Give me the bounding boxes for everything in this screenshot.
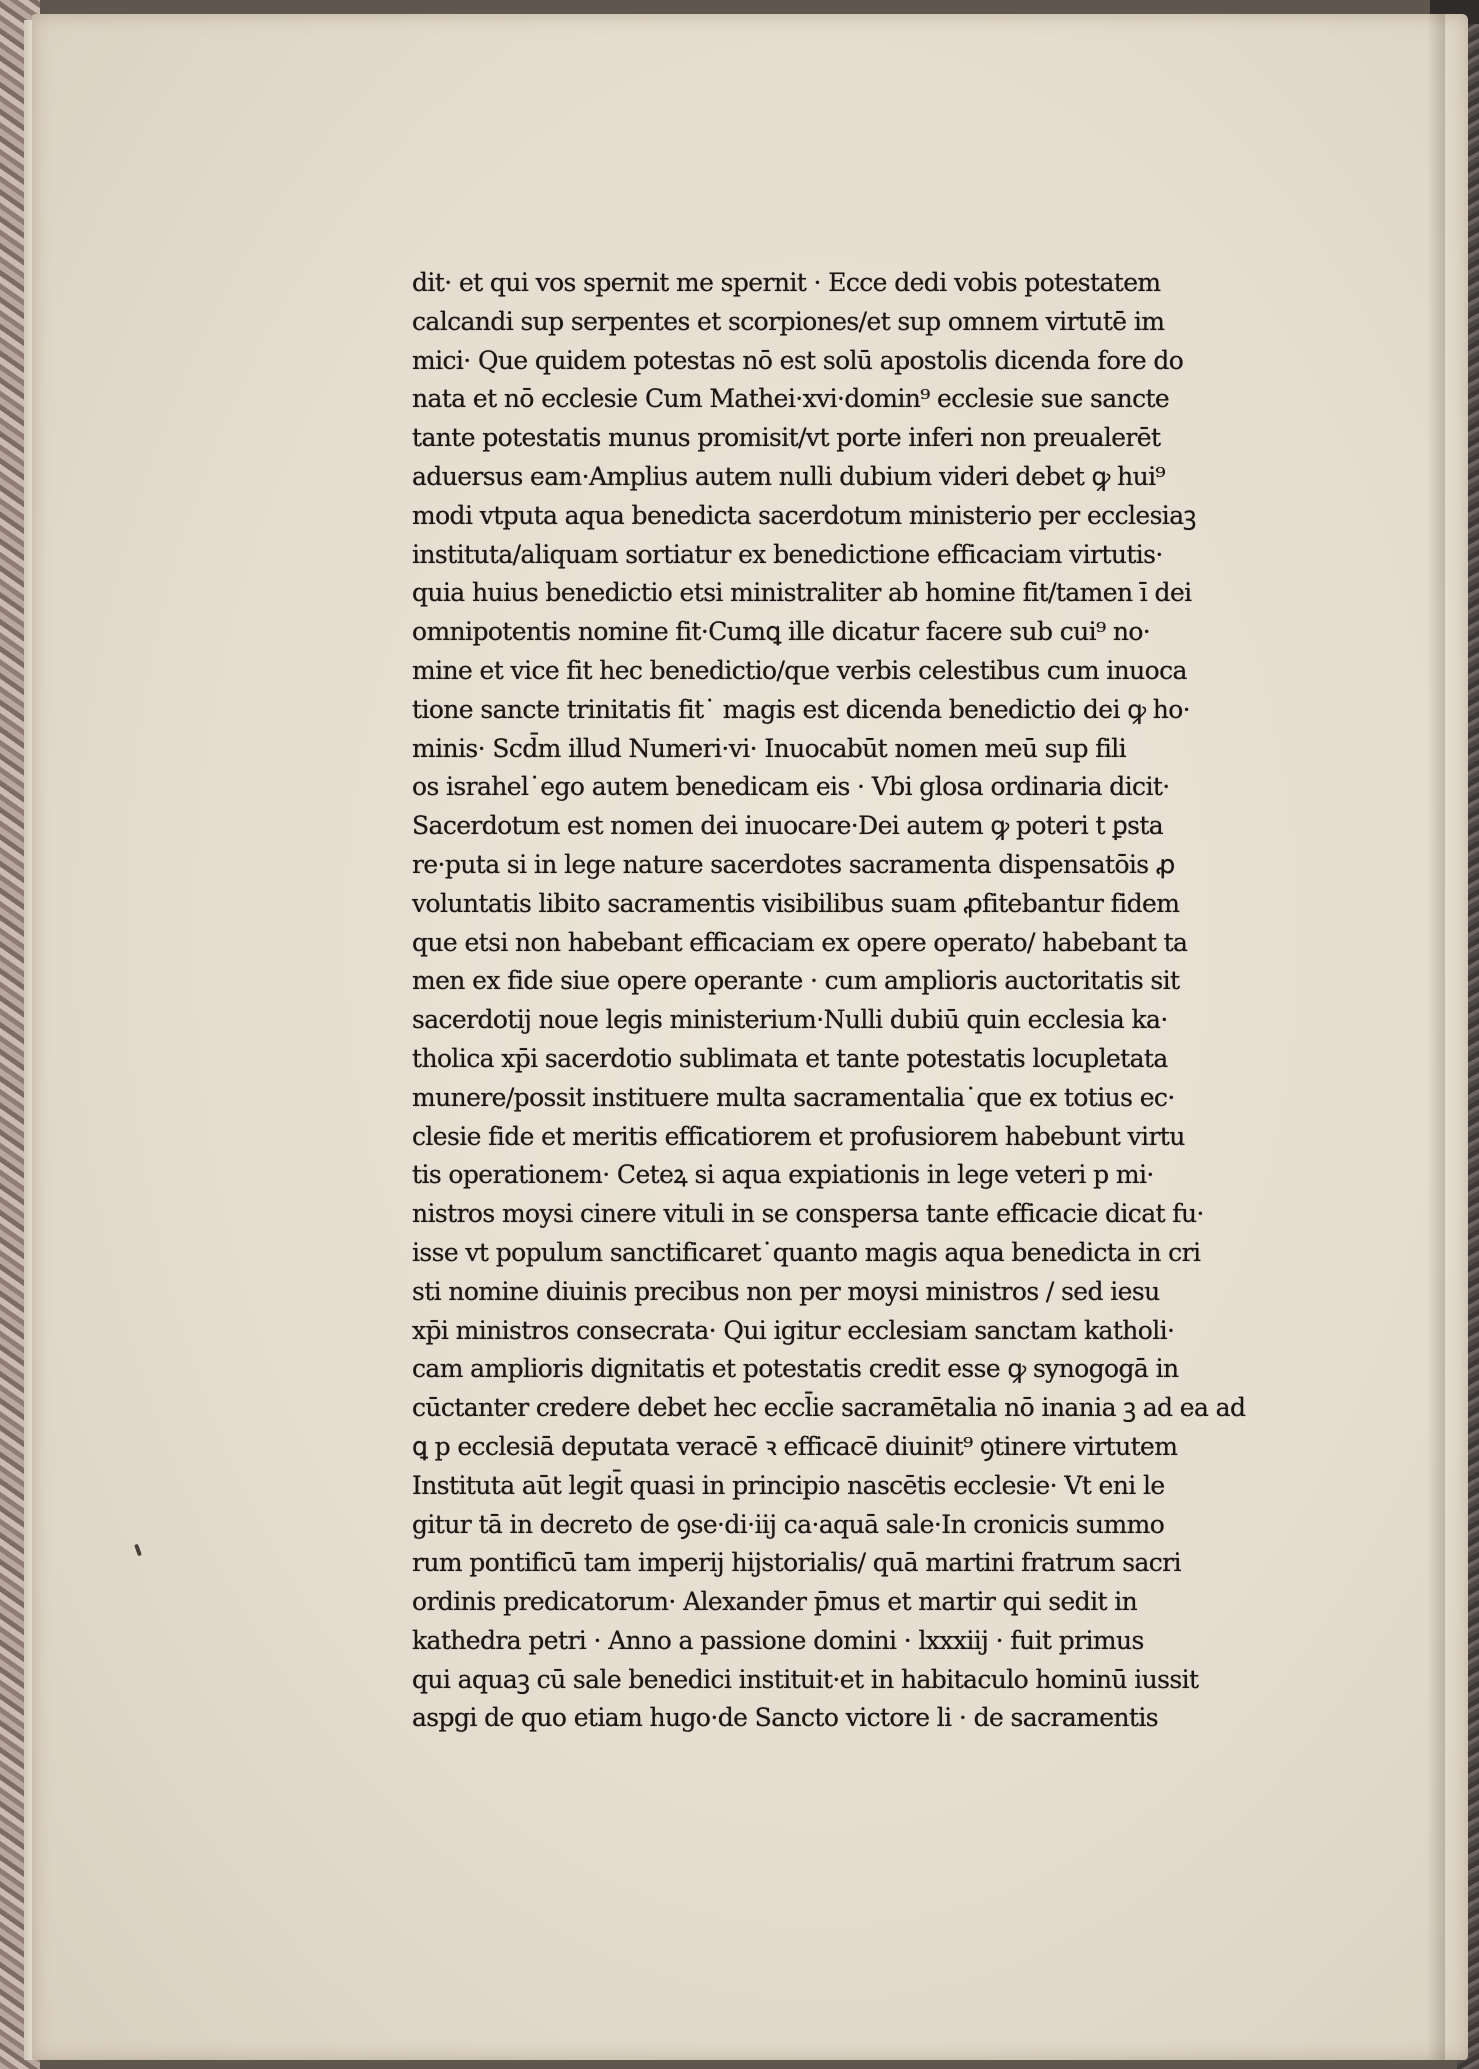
text-line: calcandi sup serpentes et scorpiones/et sup omnem virtutē im bbox=[412, 306, 1165, 336]
text-line: mine et vice fit hec benedictio/que verbis celestibus cum inuoca bbox=[412, 655, 1187, 685]
text-line: tis operationem· Ceteꝝ si aqua expiationis in lege veteri p mi· bbox=[412, 1160, 1154, 1190]
text-line: tione sancte trinitatis fit˙ magis est dicenda benedictio dei ꝙ ho· bbox=[412, 694, 1191, 724]
text-line: dit· et qui vos spernit me spernit · Ecce dedi vobis potestatem bbox=[412, 268, 1161, 297]
text-line: os israhel˙ego autem benedicam eis · Vbi glosa ordinaria dicit· bbox=[412, 772, 1170, 802]
text-line: mici· Que quidem potestas nō est solū apostolis dicenda fore do bbox=[412, 345, 1184, 375]
text-line: ordinis predicatorum· Alexander p̄mus et martir qui sedit in bbox=[412, 1587, 1138, 1617]
text-line: men ex fide siue opere operante · cum amplioris auctoritatis sit bbox=[412, 966, 1180, 996]
text-line: voluntatis libito sacramentis visibilibus suam ꝓfitebantur fidem bbox=[412, 888, 1180, 918]
text-line: munere/possit instituere multa sacramentalia˙que ex totius ec· bbox=[412, 1082, 1175, 1112]
gutter-shadow bbox=[1427, 14, 1445, 2060]
text-line: omnipotentis nomine fit·Cumꝗ ille dicatur facere sub cui⁹ no· bbox=[412, 617, 1151, 647]
text-line: cam amplioris dignitatis et potestatis credit esse ꝙ synogogā in bbox=[412, 1354, 1179, 1384]
text-line: aduersus eam·Amplius autem nulli dubium videri debet ꝙ hui⁹ bbox=[412, 461, 1165, 491]
text-line: gitur tā in decreto de ꝯse·di·iij ca·aquā sale·In cronicis summo bbox=[412, 1509, 1165, 1539]
text-line: clesie fide et meritis efficatiorem et profusiorem habebunt virtu bbox=[412, 1121, 1185, 1151]
printed-text-block bbox=[412, 264, 1272, 1738]
text-line: kathedra petri · Anno a passione domini · lxxxiij · fuit primus bbox=[412, 1625, 1144, 1655]
text-line: ꝗ p ecclesiā deputata veracē ꝛ efficacē diuinit⁹ ꝯtinere virtutem bbox=[412, 1431, 1178, 1461]
text-line: rum pontificū tam imperij hijstorialis/ quā martini fratrum sacri bbox=[412, 1548, 1181, 1578]
text-line: re·puta si in lege nature sacerdotes sacramenta dispensatōis ꝓ bbox=[412, 849, 1175, 879]
text-line: sacerdotij noue legis ministerium·Nulli dubiū quin ecclesia ka· bbox=[412, 1005, 1168, 1035]
text-line: tante potestatis munus promisit/vt porte inferi non preualerēt bbox=[412, 423, 1161, 453]
text-line: isse vt populum sanctificaret˙quanto magis aqua benedicta in cri bbox=[412, 1237, 1201, 1267]
text-line: cūctanter credere debet hec eccl̄ie sacramētalia nō inania ꝫ ad ea ad bbox=[412, 1393, 1246, 1423]
text-line: instituta/aliquam sortiatur ex benedictione efficaciam virtutis· bbox=[412, 539, 1163, 569]
text-line: minis· Scd̄m illud Numeri·vi· Inuocabūt nomen meū sup fili bbox=[412, 733, 1127, 763]
text-line: Sacerdotum est nomen dei inuocare·Dei autem ꝙ poteri t ꝑsta bbox=[412, 811, 1164, 841]
text-line: modi vtputa aqua benedicta sacerdotum ministerio per ecclesiaꝫ bbox=[412, 500, 1196, 530]
text-line: sti nomine diuinis precibus non per moysi ministros / sed iesu bbox=[412, 1276, 1160, 1306]
text-line: Instituta aūt legit̄ quasi in principio nascētis ecclesie· Vt eni le bbox=[412, 1470, 1165, 1500]
text-line: xp̄i ministros consecrata· Qui igitur ecclesiam sanctam katholi· bbox=[412, 1315, 1175, 1345]
text-line: que etsi non habebant efficaciam ex opere operato/ habebant ta bbox=[412, 927, 1188, 957]
text-line: tholica xp̄i sacerdotio sublimata et tante potestatis locupletata bbox=[412, 1043, 1168, 1073]
text-line: aspgi de quo etiam hugo·de Sancto victore li · de sacramentis bbox=[412, 1703, 1159, 1733]
text-line: qui aquaꝫ cū sale benedici instituit·et in habitaculo hominū iussit bbox=[412, 1664, 1199, 1694]
text-line: nistros moysi cinere vituli in se conspersa tante efficacie dicat fu· bbox=[412, 1199, 1204, 1229]
text-line: quia huius benedictio etsi ministraliter ab homine fit/tamen ī dei bbox=[412, 578, 1192, 608]
text-line: nata et nō ecclesie Cum Mathei·xvi·domin⁹ ecclesie sue sancte bbox=[412, 384, 1170, 414]
